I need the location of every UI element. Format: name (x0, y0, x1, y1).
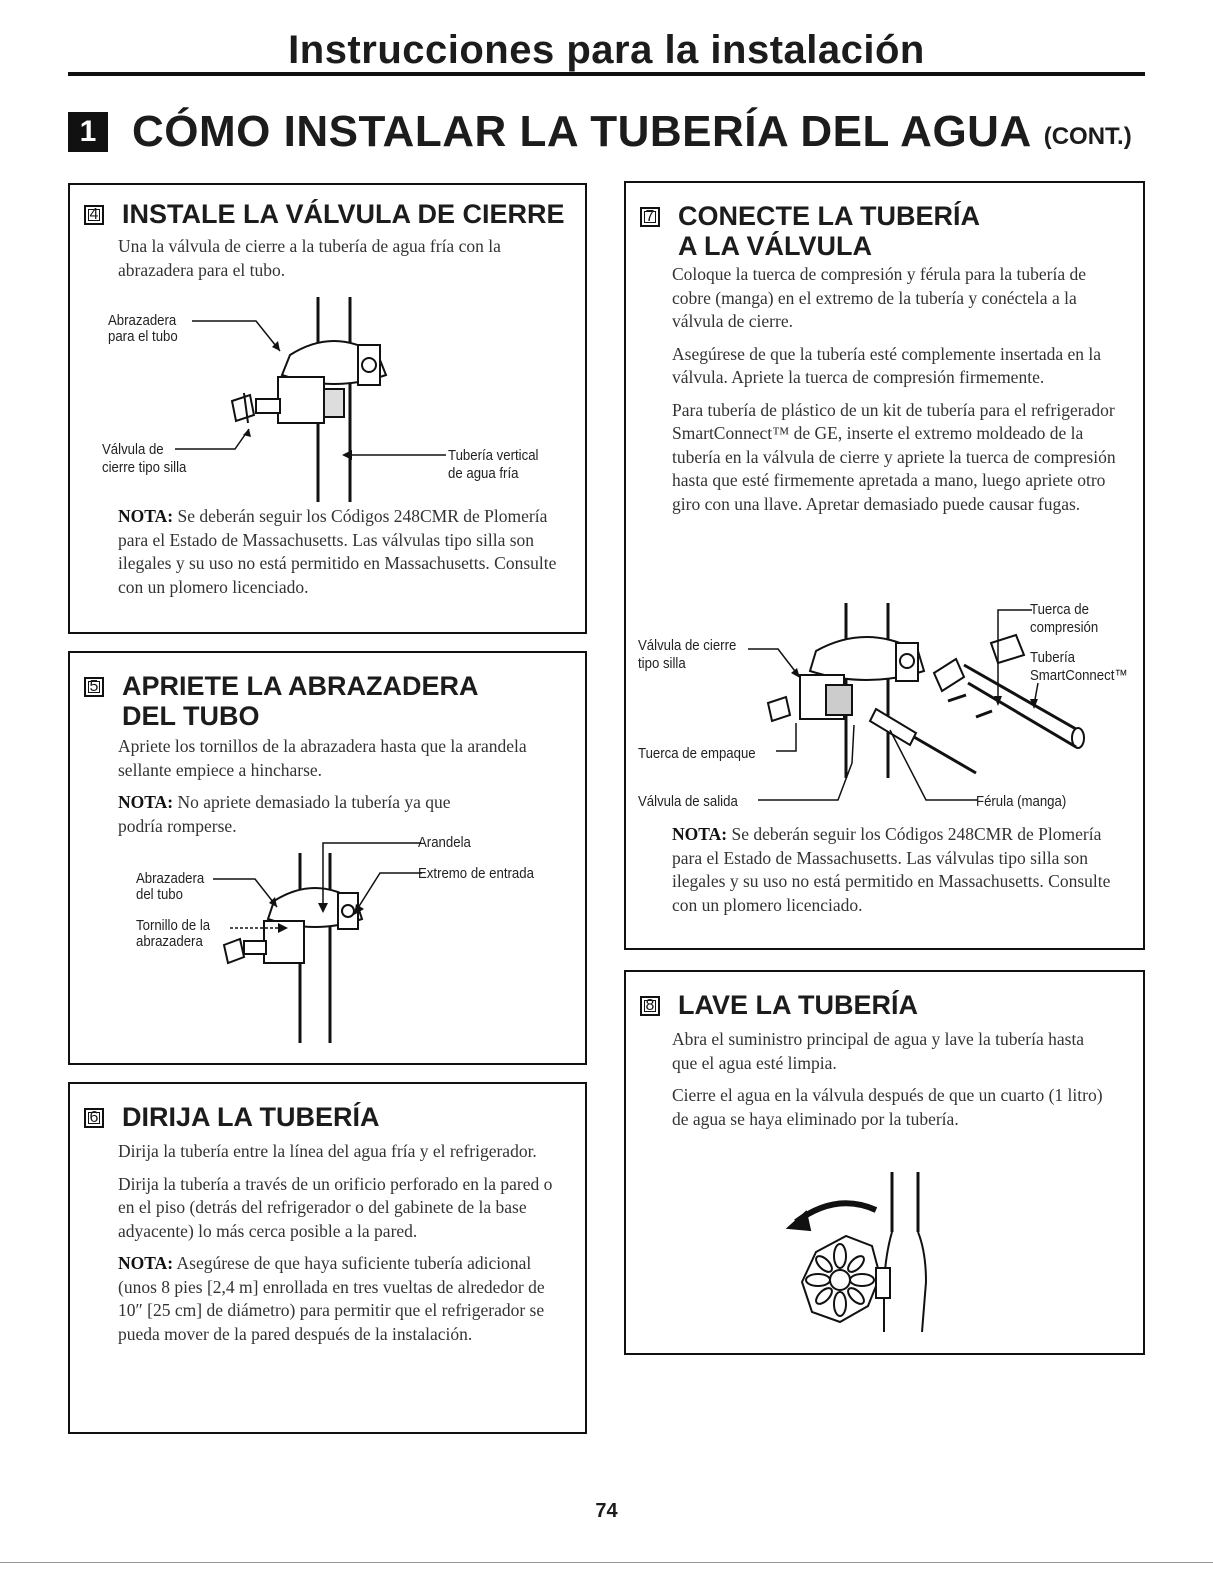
step-6-number: 6 (84, 1108, 104, 1128)
label-inlet: Extremo de entrada (418, 865, 534, 882)
label-valve-1: Válvula de (102, 441, 164, 458)
label-screw-2: abrazadera (136, 933, 203, 950)
step-7-header (640, 201, 980, 261)
page-number: 74 (595, 1500, 618, 1522)
label-clamp-tube-1: Abrazadera (136, 870, 205, 887)
leader-clamp-tube (213, 875, 283, 915)
leader-ferrule (886, 728, 981, 804)
step-6-header (84, 1102, 380, 1132)
footer-rule (0, 1562, 1213, 1563)
header-rule (68, 72, 1145, 76)
step-4-box (68, 183, 587, 634)
step-4-header (84, 199, 565, 229)
label-saddle-valve-2: tipo silla (638, 655, 686, 672)
step-4-number: 4 (84, 205, 104, 225)
label-screw-1: Tornillo de la (136, 917, 211, 934)
step-7-number: 7 (640, 207, 660, 227)
step-4-note-label: NOTA: (118, 506, 174, 526)
section-title (68, 108, 1132, 156)
label-clamp-2: para el tubo (108, 328, 178, 345)
step-7-title-1: CONECTE LA TUBERÍA (678, 201, 980, 231)
section-title-text: CÓMO INSTALAR LA TUBERÍA DEL AGUA (132, 107, 1032, 156)
step-7-box (624, 181, 1145, 950)
step-7-title-2: A LA VÁLVULA (678, 231, 872, 261)
label-clamp-1: Abrazadera (108, 312, 177, 329)
label-ferrule: Férula (manga) (976, 793, 1067, 810)
step-8-text-2: Cierre el agua en la válvula después de que un cuarto (1 litro) de agua se haya eliminado por la tubería. (672, 1085, 1103, 1129)
step-8-text-1: Abra el suministro principal de agua y lave la tubería hasta que el agua esté limpia. (672, 1029, 1085, 1073)
step-7-text-3: Para tubería de plástico de un kit de tubería para el refrigerador SmartConnect™ de GE, inserte el extremo moldeado de la tubería en la válvula de cierre y apriete la tuerca de compresión hasta que esté firmemente apretada a mano, luego apriete otro giro con una llave. Apretar demasiado puede causar fugas. (672, 399, 1116, 514)
step-5-title-2: DEL TUBO (122, 701, 260, 731)
step-6-text-1: Dirija la tubería entre la línea del agua fría y el refrigerador. (118, 1141, 537, 1161)
leader-clamp (192, 315, 292, 365)
label-smartconnect-1: Tubería (1030, 649, 1076, 666)
label-comp-nut-2: compresión (1030, 619, 1099, 636)
step-5-text: Apriete los tornillos de la abrazadera hasta que la arandela sellante empiece a hincharse. (118, 736, 527, 780)
step-7-note: Se deberán seguir los Códigos 248CMR de Plomería para el Estado de Massachusetts. Las válvulas tipo silla son ilegales y su uso no está permitido en Massachusetts. Consulte con un plomero licenciado. (672, 824, 1111, 915)
step-7-note-label: NOTA: (672, 824, 728, 844)
step-5-header (84, 671, 479, 731)
page-header: Instrucciones para la instalación (288, 28, 925, 72)
leader-pipe (340, 447, 450, 463)
step-6-note-label: NOTA: (118, 1253, 174, 1273)
step-8-box (624, 970, 1145, 1355)
step-4-text: Una la válvula de cierre a la tubería de agua fría con la abrazadera para el tubo. (118, 236, 501, 280)
step-5-note: No apriete demasiado la tubería ya que podría romperse. (118, 792, 451, 836)
step-5-number: 5 (84, 677, 104, 697)
section-title-cont: (CONT.) (1043, 123, 1132, 150)
step-7-text-2: Asegúrese de que la tubería esté complemente insertada en la válvula. Apriete la tuerca de compresión firmemente. (672, 343, 1102, 387)
leader-valve (175, 425, 255, 455)
step-6-note: Asegúrese de que haya suficiente tubería adicional (unos 8 pies [2,4 m] enrollada en tres vueltas de alrededor de 10″ [25 cm] de diámetro) para permitir que el refrigerador se pueda mover de la pared después de la instalación. (118, 1253, 545, 1344)
step-6-title: DIRIJA LA TUBERÍA (122, 1102, 380, 1132)
step-8-title: LAVE LA TUBERÍA (678, 990, 918, 1020)
leader-inlet (350, 871, 425, 931)
step-5-note-label: NOTA: (118, 792, 174, 812)
leader-smartconnect (1026, 681, 1056, 711)
step-6-box (68, 1082, 587, 1434)
label-washer: Arandela (418, 834, 471, 851)
step-5-box (68, 651, 587, 1065)
section-badge: 1 (68, 112, 108, 152)
label-clamp-tube-2: del tubo (136, 886, 183, 903)
step-4-title: INSTALE LA VÁLVULA DE CIERRE (122, 199, 565, 229)
leader-screw (230, 921, 290, 935)
step-4-note: Se deberán seguir los Códigos 248CMR de Plomería para el Estado de Massachusetts. Las válvulas tipo silla son ilegales y su uso no está permitido en Massachusetts. Consulte con un plomero licenciado. (118, 506, 557, 597)
label-outlet-valve: Válvula de salida (638, 793, 738, 810)
label-saddle-valve-1: Válvula de cierre (638, 637, 737, 654)
label-packing-nut: Tuerca de empaque (638, 745, 756, 762)
step-8-number: 8 (640, 996, 660, 1016)
flush-valve-illustration (776, 1172, 936, 1347)
leader-outlet-valve (758, 723, 858, 803)
leader-saddle-valve (748, 643, 808, 683)
step-6-text-2: Dirija la tubería a través de un orificio perforado en la pared o en el piso (detrás del refrigerador o del gabinete de la base adyacente) lo más cerca posible a la pared. (118, 1173, 553, 1241)
label-smartconnect-2: SmartConnect™ (1030, 667, 1128, 684)
label-pipe-1: Tubería vertical (448, 447, 539, 464)
label-comp-nut-1: Tuerca de (1030, 601, 1089, 618)
step-8-header (640, 990, 918, 1020)
label-valve-2: cierre tipo silla (102, 459, 187, 476)
label-pipe-2: de agua fría (448, 465, 519, 482)
step-7-text-1: Coloque la tuerca de compresión y férula para la tubería de cobre (manga) en el extremo de la tubería y conéctela a la válvula de cierre. (672, 264, 1086, 331)
step-5-title-1: APRIETE LA ABRAZADERA (122, 671, 479, 701)
